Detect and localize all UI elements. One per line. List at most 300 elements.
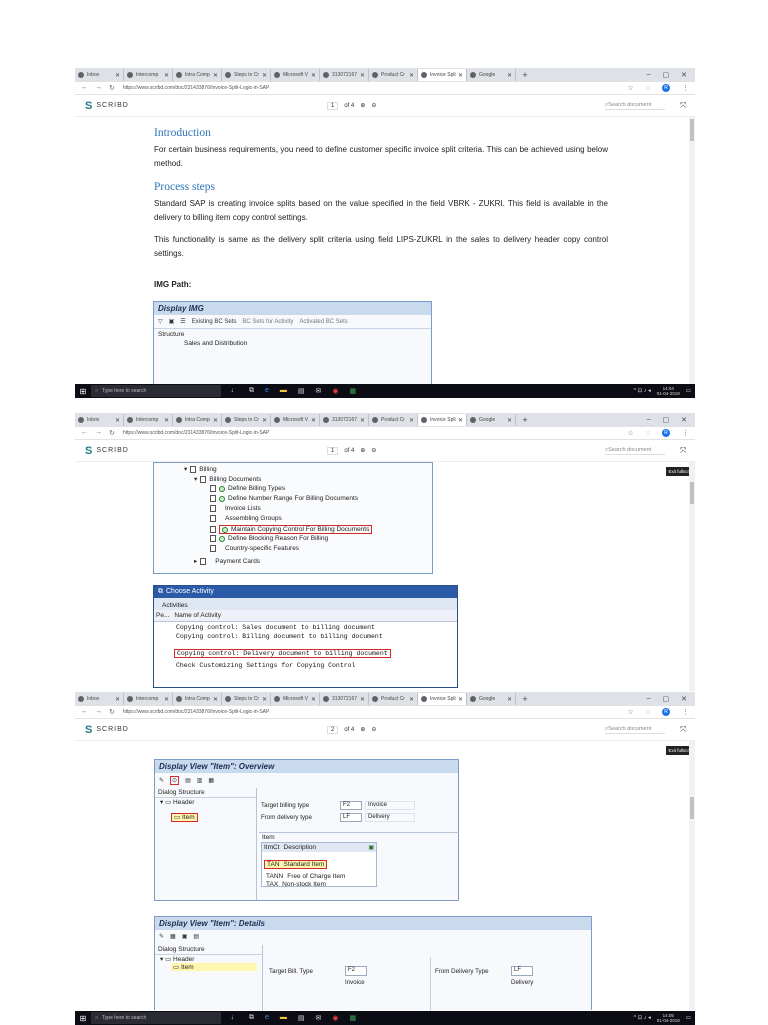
dialog-structure-pane	[155, 788, 257, 900]
browser-tab[interactable]: Product Cr ✕	[369, 69, 418, 81]
tree-node-billing[interactable]: ▾ Billing	[184, 465, 217, 473]
img-tree-window	[153, 462, 433, 574]
tree-node-billing-documents[interactable]: ▾ Billing Documents	[194, 475, 262, 483]
system-clock[interactable]: 14:04 01-04-2019	[656, 386, 680, 396]
document-icon	[323, 696, 329, 702]
reload-icon[interactable]: ↻	[109, 709, 115, 716]
extension-icon[interactable]: ◌	[645, 708, 650, 716]
browser-tab[interactable]: Product Cr ✕	[369, 693, 418, 705]
activities-header-row: Pe... Name of Activity	[154, 610, 457, 622]
windows-start-icon[interactable]: ⊞	[79, 1013, 87, 1023]
browser-tab[interactable]: Inbox ✕	[75, 693, 124, 705]
browser-tab[interactable]: Intra Comp ✕	[173, 414, 222, 426]
scribd-icon	[176, 696, 182, 702]
scribd-toolbar	[75, 440, 695, 462]
tree-node-header[interactable]: ▾ ▭ Header	[160, 956, 195, 963]
deselect-icon[interactable]: ▥	[196, 778, 203, 784]
tree-node[interactable]: Country-specific Features	[210, 545, 299, 552]
avatar[interactable]: R	[662, 429, 670, 437]
close-icon[interactable]: ✕	[408, 72, 414, 79]
mail-icon[interactable]: ✉	[315, 1015, 322, 1022]
expand-icon[interactable]: ▸	[194, 558, 198, 565]
tray-icons[interactable]: ^ ⊡ ♪ ◂	[633, 1015, 651, 1021]
store-icon[interactable]: ▤	[297, 388, 305, 395]
heading-process-steps: Process steps	[154, 181, 216, 193]
item-table-group	[259, 832, 459, 902]
from-delivery-type-code: LF	[340, 813, 362, 822]
back-icon[interactable]: ←	[81, 84, 88, 91]
browser-tab[interactable]: 313072167 ✕	[320, 693, 369, 705]
maximize-icon[interactable]: ▢	[662, 417, 670, 424]
page-total: of 4	[344, 447, 355, 454]
item-table-row-highlighted[interactable]: TAN Standard Item	[262, 852, 376, 872]
windows-taskbar	[75, 384, 695, 398]
document-icon	[210, 505, 216, 512]
star-icon[interactable]: ☆	[627, 709, 634, 716]
tree-node-activity[interactable]: Define Number Range For Billing Documents	[210, 495, 358, 502]
document-page	[75, 741, 695, 1010]
forward-icon[interactable]: →	[95, 429, 102, 436]
scribd-logo[interactable]: S SCRIBD	[85, 99, 129, 112]
document-icon	[274, 696, 280, 702]
folder-icon	[200, 558, 206, 565]
browser-tab[interactable]: Microsoft V ✕	[271, 414, 320, 426]
process-paragraph-1: Standard SAP is creating invoice splits based on the value specified in the field VBRK - ZUKRI. This field is available in the delivery to billing item copy control settings.	[154, 199, 608, 222]
browser-tab[interactable]: 313072167 ✕	[320, 414, 369, 426]
browser-tab[interactable]: Steps to Cr ✕	[222, 693, 271, 705]
close-window-icon[interactable]: ✕	[681, 72, 687, 79]
document-icon	[372, 72, 378, 78]
browser-tab[interactable]: Intra Comp ✕	[173, 69, 222, 81]
highlight-box: Maintain Copying Control For Billing Documents	[219, 525, 372, 534]
close-icon[interactable]: ✕	[261, 417, 267, 424]
zoom-in-icon[interactable]: ⊕	[360, 103, 366, 109]
expand-icon[interactable]: ▾	[194, 476, 198, 483]
notification-icon[interactable]: ▭	[685, 1015, 691, 1021]
close-icon[interactable]: ✕	[310, 72, 316, 79]
close-icon[interactable]: ✕	[310, 696, 316, 703]
zoom-out-icon[interactable]: ⊖	[371, 727, 377, 733]
fullscreen-icon[interactable]: ⤧	[680, 100, 687, 110]
close-icon[interactable]: ✕	[212, 72, 218, 79]
scribd-icon	[127, 72, 133, 78]
browser-tab[interactable]: Google ✕	[467, 69, 516, 81]
activity-clock-icon[interactable]	[222, 527, 228, 533]
excel-icon[interactable]: ▦	[349, 388, 357, 395]
close-icon[interactable]: ✕	[310, 417, 316, 424]
item-overview-toolbar	[155, 773, 458, 788]
screenshot-1	[75, 68, 695, 398]
close-icon[interactable]: ✕	[114, 417, 120, 424]
change-icon[interactable]: ✎	[159, 934, 165, 940]
back-icon[interactable]: ←	[81, 708, 88, 715]
browser-tab-active[interactable]: Invoice Spli ✕	[418, 414, 467, 426]
close-icon[interactable]: ✕	[163, 72, 169, 79]
scribd-icon	[421, 72, 427, 78]
browser-tab[interactable]: Product Cr ✕	[369, 414, 418, 426]
browser-tab-bar	[75, 68, 695, 82]
document-page	[75, 462, 695, 691]
document-icon	[274, 417, 280, 423]
column-settings-icon[interactable]: ▣	[368, 845, 374, 851]
excel-icon[interactable]: ▦	[349, 1015, 357, 1022]
item-overview-title: Display View "Item": Overview	[155, 760, 458, 773]
search-icon: ○	[95, 1015, 99, 1021]
browser-tab[interactable]: Intercomp ✕	[124, 69, 173, 81]
search-document-input[interactable]: ⌕Search document	[605, 726, 665, 734]
document-icon	[274, 72, 280, 78]
browser-tab[interactable]: Intercomp ✕	[124, 414, 173, 426]
folder-open-icon: ▭	[174, 814, 181, 821]
activity-clock-icon[interactable]	[219, 496, 225, 502]
search-document-input[interactable]: ⌕Search document	[605, 447, 665, 455]
task-view-icon[interactable]: ⧉	[249, 1014, 254, 1021]
maximize-icon[interactable]: ▢	[662, 696, 670, 703]
close-icon[interactable]: ✕	[457, 696, 463, 703]
print-icon[interactable]: ▦	[208, 778, 215, 784]
address-bar	[75, 82, 695, 95]
save-icon[interactable]: ▣	[181, 934, 188, 940]
filter-icon[interactable]: ▽	[158, 319, 163, 325]
forward-icon[interactable]: →	[95, 708, 102, 715]
browser-tab-bar	[75, 413, 695, 427]
scribd-logo-icon: S	[85, 444, 94, 457]
close-window-icon[interactable]: ✕	[681, 417, 687, 424]
scribd-icon	[225, 417, 231, 423]
browser-tab-active[interactable]: Invoice Spli ✕	[418, 69, 467, 81]
fullscreen-icon[interactable]: ⤧	[680, 724, 687, 734]
tree-node-payment-cards[interactable]: ▸ Payment Cards	[194, 557, 261, 565]
item-details-window	[154, 916, 592, 1010]
maximize-icon[interactable]: ▢	[662, 72, 670, 79]
select-all-icon[interactable]: ▤	[185, 778, 191, 784]
close-icon[interactable]: ✕	[457, 417, 463, 424]
star-icon[interactable]: ☆	[627, 85, 634, 92]
close-icon[interactable]: ✕	[359, 696, 365, 703]
page-number-input[interactable]: 2	[327, 726, 338, 734]
new-tab-button[interactable]: +	[522, 415, 528, 425]
scribd-icon	[127, 417, 133, 423]
tree-icon[interactable]: ☰	[180, 319, 186, 325]
reload-icon[interactable]: ↻	[109, 85, 115, 92]
fullscreen-icon[interactable]: ⤧	[680, 445, 687, 455]
browser-tab[interactable]: Google ✕	[467, 414, 516, 426]
back-icon[interactable]: ←	[81, 429, 88, 436]
task-view-icon[interactable]: ⧉	[249, 387, 254, 394]
search-document-input[interactable]: ⌕Search document	[605, 102, 665, 110]
reload-icon[interactable]: ↻	[109, 430, 115, 437]
close-icon[interactable]: ✕	[261, 72, 267, 79]
extension-icon[interactable]: ◌	[645, 84, 650, 92]
page-number-input[interactable]: 1	[327, 447, 338, 455]
close-icon[interactable]: ✕	[114, 696, 120, 703]
avatar[interactable]: R	[662, 84, 670, 92]
menu-icon[interactable]: ⋮	[682, 709, 689, 716]
tree-node-activity[interactable]: Define Blocking Reason For Billing	[210, 535, 328, 542]
expand-icon[interactable]: ▾	[184, 466, 188, 473]
item-table-header: ItmCt Description ▣	[264, 844, 374, 851]
target-bill-type-text: Invoice	[345, 979, 365, 986]
zoom-in-icon[interactable]: ⊕	[360, 448, 366, 454]
forward-icon[interactable]: →	[95, 84, 102, 91]
browser-tab-bar	[75, 692, 695, 706]
from-delivery-type-text: Delivery	[365, 813, 415, 822]
dialog-icon: ⧉	[158, 588, 163, 595]
window-controls	[647, 71, 695, 79]
print-icon[interactable]: ▤	[193, 934, 200, 940]
page-number-input[interactable]: 1	[327, 102, 338, 110]
tree-node-item[interactable]: ▭ Item	[171, 963, 257, 971]
menu-icon[interactable]: ⋮	[682, 85, 689, 92]
document-icon	[372, 696, 378, 702]
minimize-icon[interactable]: –	[646, 71, 651, 78]
windows-start-icon[interactable]: ⊞	[79, 386, 87, 396]
heading-introduction: Introduction	[154, 127, 211, 139]
folder-open-icon: ▭	[173, 964, 180, 971]
item-table-row[interactable]: TANN Free of Charge Item	[266, 873, 346, 880]
google-icon	[470, 72, 476, 78]
microphone-icon[interactable]: ♩	[231, 1014, 238, 1021]
display-img-window	[153, 301, 432, 385]
gmail-icon	[78, 696, 84, 702]
display-img-title: Display IMG	[154, 302, 431, 315]
browser-tab[interactable]: Google ✕	[467, 693, 516, 705]
scribd-icon	[225, 72, 231, 78]
edge-icon[interactable]: e	[265, 1014, 269, 1021]
url-field[interactable]: https://www.scribd.com/doc/231433876/Invoice-Split-Logic-in-SAP	[122, 430, 270, 436]
document-icon	[323, 417, 329, 423]
new-tab-button[interactable]: +	[522, 694, 528, 704]
close-icon[interactable]: ✕	[408, 417, 414, 424]
folder-icon	[190, 466, 196, 473]
tree-node-maintain-copying-control[interactable]	[210, 525, 372, 534]
search-icon: ⌕	[605, 725, 609, 732]
search-icon: ⌕	[605, 446, 609, 453]
from-delivery-type-code: LF	[511, 966, 533, 976]
choose-activity-dialog	[153, 585, 458, 688]
page-total: of 4	[344, 102, 355, 109]
address-bar	[75, 706, 695, 719]
minimize-icon[interactable]: –	[646, 416, 651, 423]
folder-icon: ▭	[165, 799, 172, 806]
activity-row[interactable]: Copying control: Billing document to billing document	[176, 633, 383, 640]
extension-icon[interactable]: ◌	[645, 429, 650, 437]
scribd-icon	[127, 696, 133, 702]
dialog-structure-label: Dialog Structure	[155, 945, 262, 955]
browser-tab-active[interactable]: Invoice Spli ✕	[418, 693, 467, 705]
activity-row[interactable]: Copying control: Sales document to billing document	[176, 624, 375, 631]
close-icon[interactable]: ✕	[163, 417, 169, 424]
browser-tab[interactable]: 313072167 ✕	[320, 69, 369, 81]
edge-icon[interactable]: e	[265, 387, 269, 394]
search-icon: ⌕	[605, 101, 609, 108]
avatar[interactable]: R	[662, 708, 670, 716]
screenshot-3	[75, 692, 695, 1025]
expand-icon[interactable]: ▾	[160, 956, 164, 963]
close-icon[interactable]: ✕	[506, 72, 512, 79]
star-icon[interactable]: ☆	[627, 430, 634, 437]
scribd-logo[interactable]: S SCRIBD	[85, 723, 129, 736]
target-bill-type-label: Target Bill. Type	[269, 968, 313, 975]
item-details-title: Display View "Item": Details	[155, 917, 591, 930]
taskbar-search-input[interactable]: ○ Type here to search	[91, 385, 221, 397]
google-icon	[470, 417, 476, 423]
search-icon: ○	[95, 388, 99, 394]
target-billing-type-text: Invoice	[365, 801, 415, 810]
new-tab-button[interactable]: +	[522, 70, 528, 80]
close-icon[interactable]: ✕	[163, 696, 169, 703]
store-icon[interactable]: ▤	[297, 1015, 305, 1022]
browser-tab[interactable]: Microsoft V ✕	[271, 69, 320, 81]
zoom-in-icon[interactable]: ⊕	[360, 727, 366, 733]
folder-icon	[200, 476, 206, 483]
document-icon	[372, 417, 378, 423]
scribd-logo[interactable]: S SCRIBD	[85, 444, 129, 457]
gmail-icon	[78, 72, 84, 78]
zoom-out-icon[interactable]: ⊖	[371, 448, 377, 454]
close-icon[interactable]: ✕	[359, 72, 365, 79]
field-divider	[430, 957, 431, 1011]
intro-paragraph: For certain business requirements, you need to define customer specific invoice split criteria. This can be achieved using below method.	[154, 145, 608, 168]
scrollbar[interactable]	[689, 117, 695, 385]
activated-bc-sets-button[interactable]: Activated BC Sets	[299, 318, 348, 325]
from-delivery-type-text: Delivery	[511, 979, 534, 986]
exit-fullscreen-button[interactable]: Exit fullscr	[668, 748, 689, 753]
target-billing-type-label: Target billing type	[261, 802, 310, 809]
url-field[interactable]: https://www.scribd.com/doc/231433876/Invoice-Split-Logic-in-SAP	[122, 85, 270, 91]
activity-row[interactable]: Check Customizing Settings for Copying Control	[176, 662, 356, 669]
activities-group-label: Activities	[154, 598, 457, 610]
exit-fullscreen-button[interactable]: Exit fullscr	[668, 469, 689, 474]
document-icon	[210, 545, 216, 552]
save-icon[interactable]: ▣	[168, 319, 175, 325]
notification-icon[interactable]: ▭	[685, 388, 691, 394]
document-page	[75, 117, 695, 385]
browser-tab[interactable]: Intra Comp ✕	[173, 693, 222, 705]
item-overview-window	[154, 759, 459, 901]
scrollbar[interactable]	[689, 741, 695, 1010]
folder-icon: ▭	[165, 956, 172, 963]
from-delivery-type-label: From delivery type	[261, 814, 312, 821]
from-delivery-type-label: From Delivery Type	[435, 968, 489, 975]
target-bill-type-code: F2	[345, 966, 367, 976]
close-icon[interactable]: ✕	[506, 417, 512, 424]
page-navigator	[327, 102, 376, 110]
mail-icon[interactable]: ✉	[315, 388, 322, 395]
file-explorer-icon[interactable]: ▬	[279, 387, 287, 394]
scribd-icon	[176, 417, 182, 423]
microphone-icon[interactable]: ♩	[231, 387, 238, 394]
scribd-icon	[225, 696, 231, 702]
details-icon[interactable]: ⊙	[172, 778, 178, 784]
activity-clock-icon[interactable]	[219, 536, 225, 542]
expand-icon[interactable]: ▾	[160, 799, 164, 806]
scrollbar[interactable]	[689, 462, 695, 691]
address-bar	[75, 427, 695, 440]
tree-node-activity[interactable]: Define Billing Types	[210, 485, 285, 492]
document-icon	[210, 535, 216, 542]
page-total: of 4	[344, 726, 355, 733]
dialog-structure-pane	[155, 945, 263, 1011]
document-icon	[210, 526, 216, 533]
system-clock[interactable]: 14:05 01-04-2019	[656, 1013, 680, 1023]
close-icon[interactable]: ✕	[408, 696, 414, 703]
google-icon	[470, 696, 476, 702]
close-window-icon[interactable]: ✕	[681, 696, 687, 703]
dialog-structure-label: Dialog Structure	[155, 788, 256, 798]
scribd-toolbar	[75, 719, 695, 741]
file-explorer-icon[interactable]: ▬	[279, 1014, 287, 1021]
close-icon[interactable]: ✕	[261, 696, 267, 703]
browser-tab[interactable]: Inbox ✕	[75, 69, 124, 81]
item-table-row[interactable]: TAX Non-stock Item	[266, 881, 326, 886]
close-icon[interactable]: ✕	[212, 417, 218, 424]
window-controls	[647, 416, 695, 424]
chrome-icon[interactable]: ◉	[332, 1015, 339, 1022]
item-group-label: Item	[262, 834, 275, 841]
browser-tab[interactable]: Steps to Cr ✕	[222, 69, 271, 81]
tray-icons[interactable]: ^ ⊡ ♪ ◂	[633, 388, 651, 394]
target-billing-type-code: F2	[340, 801, 362, 810]
scribd-logo-icon: S	[85, 723, 94, 736]
close-icon[interactable]: ✕	[114, 72, 120, 79]
close-icon[interactable]: ✕	[212, 696, 218, 703]
url-field[interactable]: https://www.scribd.com/doc/231433876/Invoice-Split-Logic-in-SAP	[122, 709, 270, 715]
bc-sets-activity-button[interactable]: BC Sets for Activity	[242, 318, 294, 325]
process-paragraph-2: This functionality is same as the delivery split criteria using field LIPS-ZUKRL in the sales to delivery header copy control settings.	[154, 235, 608, 258]
scribd-icon	[421, 417, 427, 423]
minimize-icon[interactable]: –	[646, 695, 651, 702]
existing-bc-sets-button[interactable]: Existing BC Sets	[191, 318, 237, 325]
tree-node[interactable]: Assembling Groups	[210, 515, 282, 522]
tree-node-header[interactable]: ▾ ▭ Header	[160, 799, 195, 806]
change-icon[interactable]: ✎	[159, 778, 165, 784]
display-img-toolbar	[154, 315, 431, 328]
item-details-toolbar	[155, 930, 591, 943]
page-navigator	[327, 447, 376, 455]
document-icon	[210, 485, 216, 492]
document-icon	[323, 72, 329, 78]
close-icon[interactable]: ✕	[359, 417, 365, 424]
overview-icon[interactable]: ▦	[170, 934, 176, 940]
chrome-icon[interactable]: ◉	[332, 388, 339, 395]
browser-tab[interactable]: Microsoft V ✕	[271, 693, 320, 705]
tree-node[interactable]: Invoice Lists	[210, 505, 261, 512]
activity-row-highlighted[interactable]: Copying control: Delivery document to billing document	[154, 641, 457, 661]
zoom-out-icon[interactable]: ⊖	[371, 103, 377, 109]
menu-icon[interactable]: ⋮	[682, 430, 689, 437]
document-icon	[210, 495, 216, 502]
browser-tab[interactable]: Intercomp ✕	[124, 693, 173, 705]
page-navigator	[327, 726, 376, 734]
document-icon	[210, 515, 216, 522]
scribd-icon	[421, 696, 427, 702]
tree-row-partial: Sales and Distribution	[184, 340, 248, 347]
activity-clock-icon[interactable]	[219, 486, 225, 492]
browser-tab[interactable]: Inbox ✕	[75, 414, 124, 426]
choose-activity-title-bar: ⧉ Choose Activity	[154, 586, 457, 598]
close-icon[interactable]: ✕	[457, 72, 463, 79]
screenshot-2	[75, 413, 695, 692]
close-icon[interactable]: ✕	[506, 696, 512, 703]
tree-node-item[interactable]: ▭ Item	[155, 806, 256, 824]
gmail-icon	[78, 417, 84, 423]
item-table	[261, 842, 377, 887]
img-path-label: IMG Path:	[154, 280, 192, 289]
browser-tab[interactable]: Steps to Cr ✕	[222, 414, 271, 426]
taskbar-search-input[interactable]: ○ Type here to search	[91, 1012, 221, 1024]
structure-label: Structure	[154, 328, 431, 340]
